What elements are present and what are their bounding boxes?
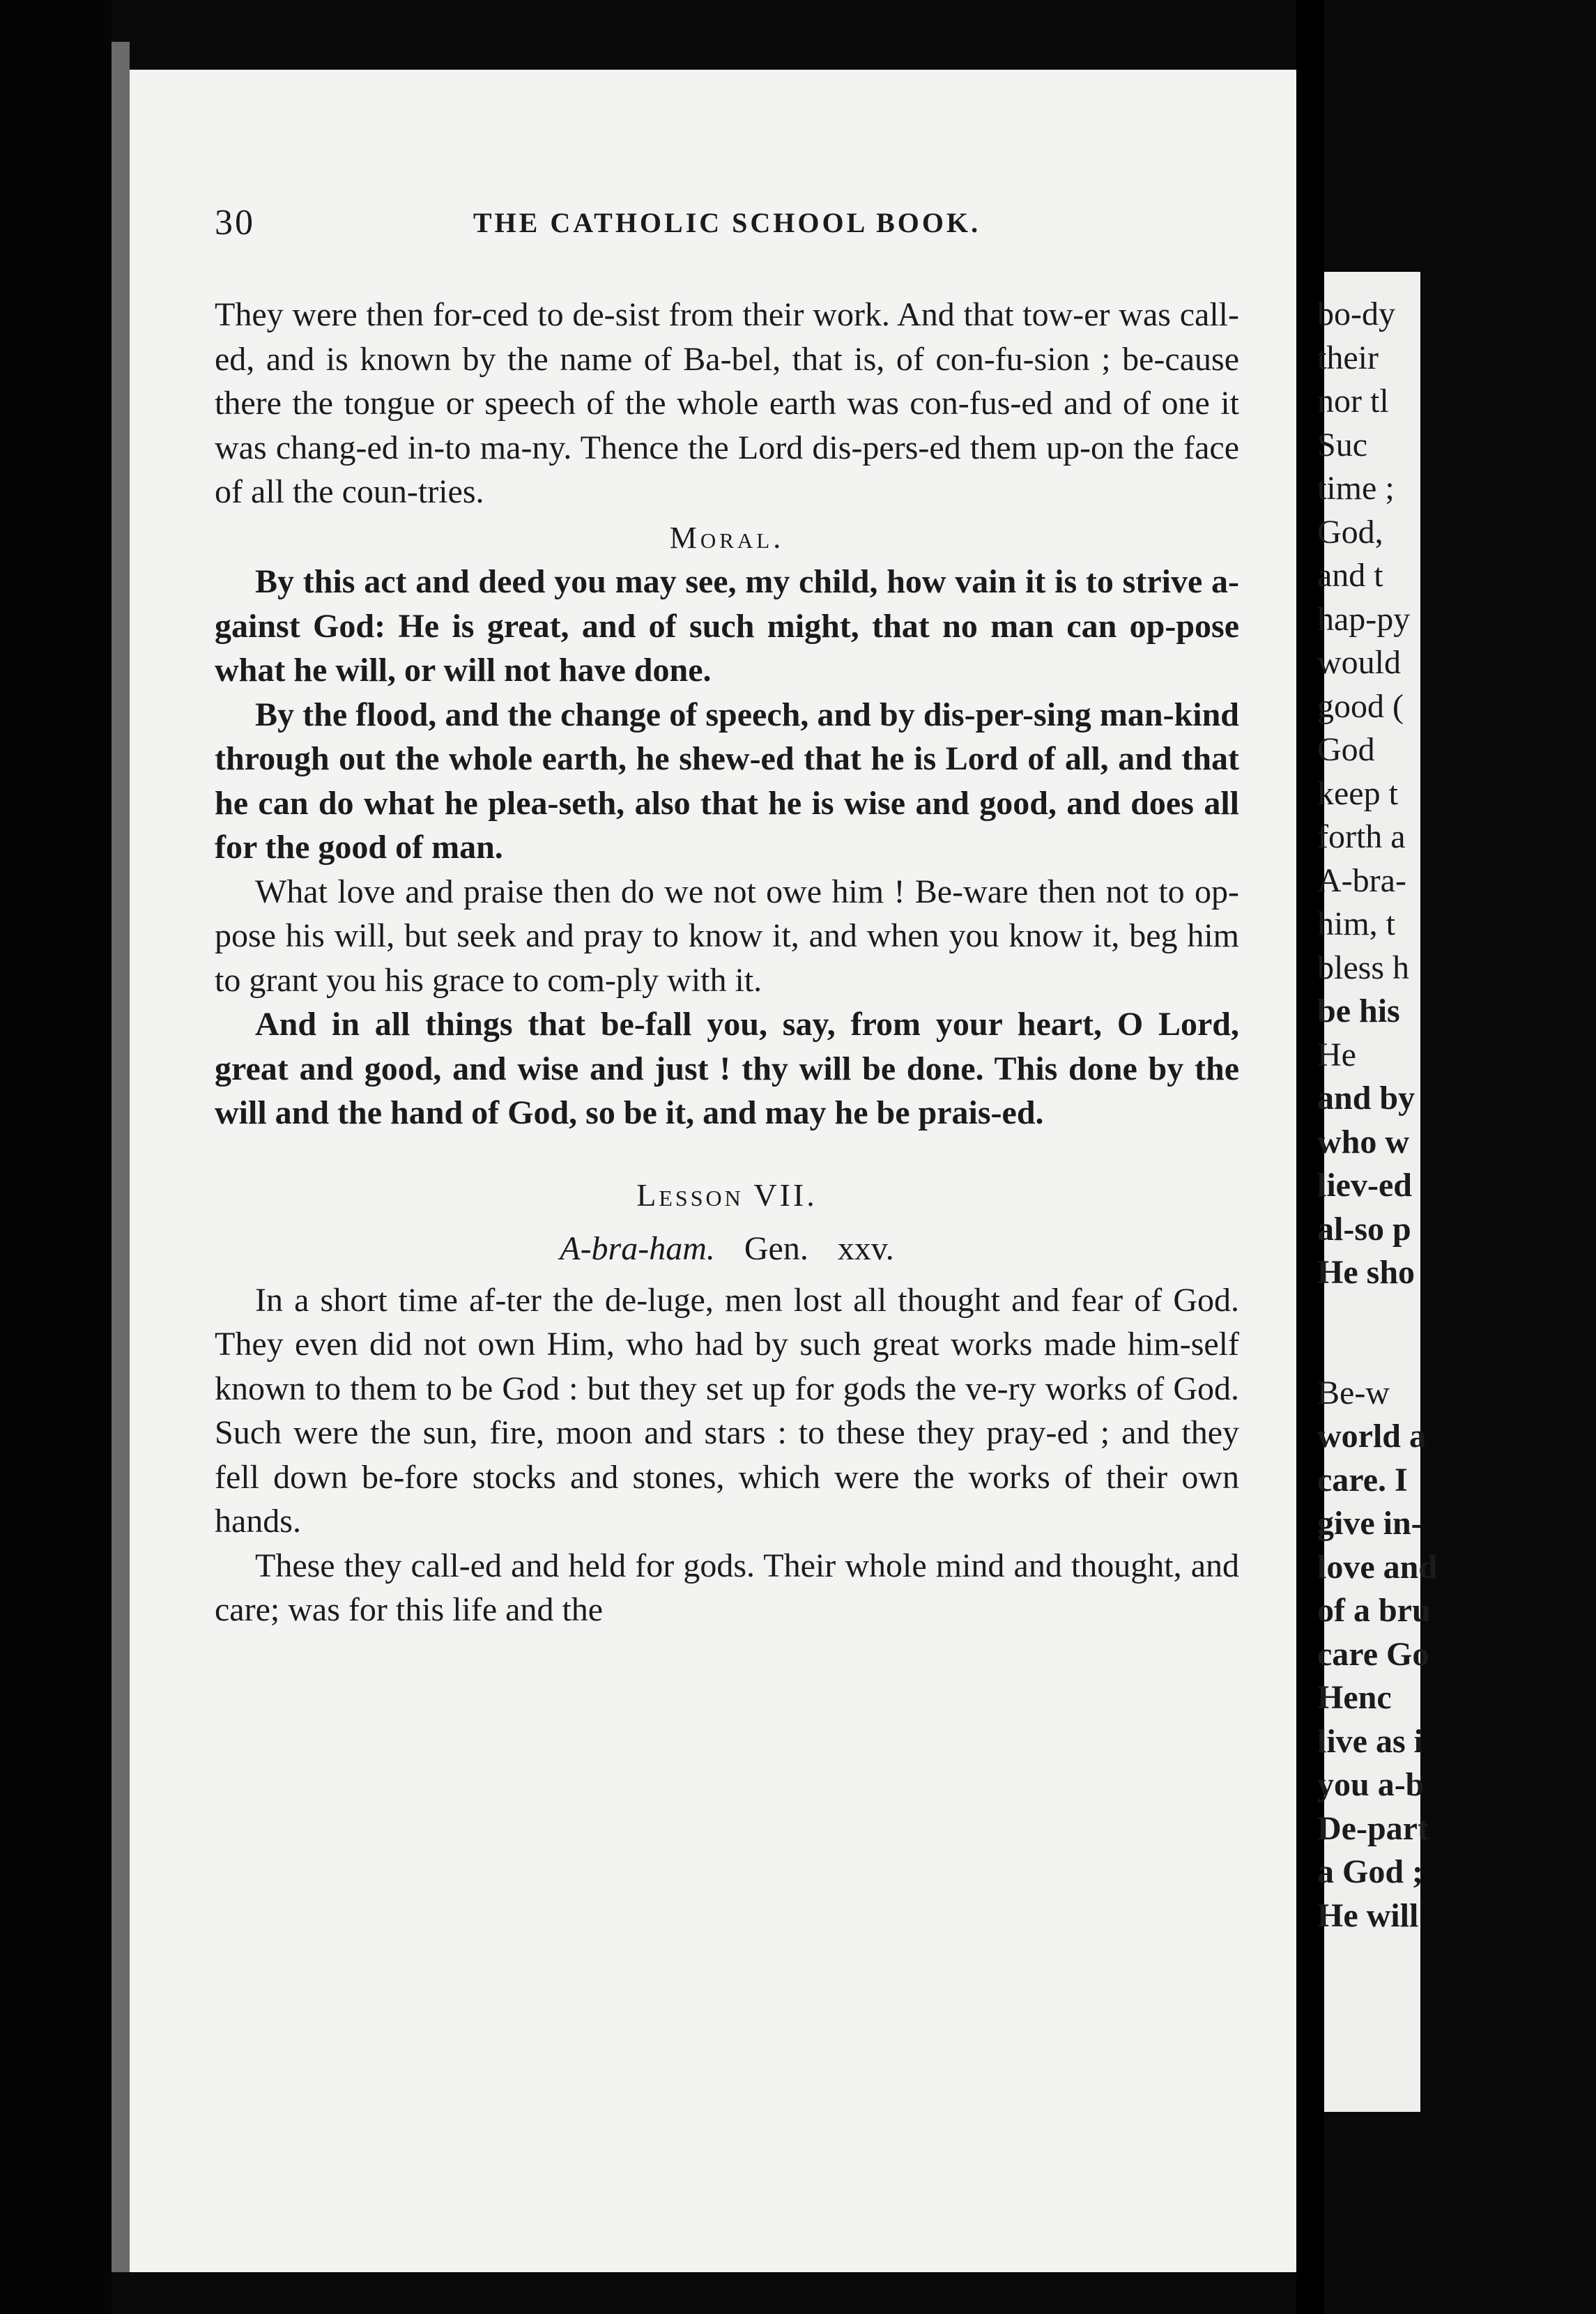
page-number: 30: [215, 203, 255, 243]
fragment-spacer: [1317, 1295, 1596, 1372]
fragment-line: bless h: [1317, 949, 1409, 986]
fragment-line: a God ;: [1317, 1853, 1424, 1890]
fragment-line: and t: [1317, 557, 1383, 594]
facing-page-fragment: [1317, 272, 1438, 2112]
paragraph-abraham-1: In a short time af-ter the de-luge, men lost all thought and fear of God. They even did not own Him, who had by such great works made him-self known to them to be God : but they set up for gods the ve-ry works of God. Such were the sun, fire, moon and stars : to these they pray-ed ; and they fell down be-fore stocks and stones, which were the works of their own hands.: [215, 1281, 1239, 1540]
fragment-line: De-part: [1317, 1809, 1429, 1847]
fragment-line: hap-py: [1317, 600, 1411, 638]
fragment-line: A-bra-: [1317, 861, 1406, 899]
fragment-line: of a bru: [1317, 1592, 1431, 1629]
fragment-line: him, t: [1317, 905, 1396, 942]
fragment-line: be his: [1317, 993, 1400, 1029]
main-page: [130, 70, 1296, 2272]
fragment-line: He will: [1317, 1897, 1419, 1934]
running-title: THE CATHOLIC SCHOOL BOOK.: [473, 207, 981, 238]
fragment-line: keep t: [1317, 774, 1398, 812]
fragment-line: He: [1317, 1036, 1356, 1073]
fragment-line: God: [1317, 731, 1375, 768]
fragment-line: care Go: [1317, 1635, 1429, 1673]
scripture-reference: Gen. xxv.: [744, 1230, 894, 1267]
paragraph-moral-4: And in all things that be-fall you, say, from your heart, O Lord, great and good, and wise and just ! thy will be done. This done by the will and the hand of God, so be it, and may he be prais-ed.: [215, 1006, 1239, 1131]
paragraph-moral-3: What love and praise then do we not owe him ! Be-ware then not to op-pose his will, but seek and pray to know it, and when you know it, beg him to grant you his grace to com-ply with it.: [215, 873, 1239, 999]
fragment-line: world a: [1317, 1418, 1426, 1455]
page-header: [215, 202, 1239, 251]
fragment-line: Henc: [1317, 1679, 1392, 1716]
fragment-line: liev-ed: [1317, 1167, 1412, 1204]
fragment-line: love and: [1317, 1548, 1438, 1586]
fragment-line: Suc: [1317, 426, 1367, 463]
fragment-line: bo-dy: [1317, 296, 1395, 332]
fragment-line: forth a: [1317, 818, 1406, 855]
fragment-line: would: [1317, 644, 1401, 681]
fragment-line: and by: [1317, 1080, 1415, 1117]
paragraph-moral-2: By the flood, and the change of speech, and by dis-per-sing man-kind through out the whole earth, he shew-ed that he is Lord of all, and that he can do what he plea-seth, also that he is wise and good, and does all for the good of man.: [215, 696, 1239, 866]
fragment-line: time ;: [1317, 470, 1395, 507]
fragment-line: good (: [1317, 687, 1404, 725]
fragment-line: live as i: [1317, 1722, 1423, 1760]
fragment-line: you a-b: [1317, 1766, 1425, 1803]
fragment-line: God,: [1317, 513, 1383, 551]
left-page-edge: [0, 0, 112, 2314]
paragraph-moral-1: By this act and deed you may see, my child, how vain it is to strive a-gainst God: He is great, and of such might, that no man can op-pose what he will, or will not have done.: [215, 563, 1239, 689]
facing-page-text: [1317, 293, 1596, 1938]
fragment-line: al-so p: [1317, 1210, 1411, 1248]
fragment-line: their: [1317, 339, 1379, 376]
binding-strip: [112, 42, 130, 2272]
fragment-line: Be-w: [1317, 1374, 1390, 1411]
lesson-heading: Lesson VII.: [636, 1177, 818, 1213]
fragment-line: give in-: [1317, 1505, 1422, 1542]
lesson-subheading: [215, 1227, 1239, 1271]
fragment-line: who w: [1317, 1123, 1410, 1160]
body-text: [215, 293, 1239, 1632]
fragment-line: care. I: [1317, 1461, 1408, 1499]
moral-heading: Moral.: [669, 520, 785, 555]
fragment-line: He sho: [1317, 1254, 1415, 1291]
fragment-line: nor tl: [1317, 383, 1389, 420]
paragraph-babel: They were then for-ced to de-sist from their work. And that tow-er was call-ed, and is known by the name of Ba-bel, that is, of con-fu-sion ; be-cause there the tongue or speech of the whole earth was con-fus-ed and of one it was chang-ed in-to ma-ny. Thence the Lord dis-pers-ed them up-on the face of all the coun-tries.: [215, 296, 1239, 510]
paragraph-abraham-2: These they call-ed and held for gods. Their whole mind and thought, and care; was for this life and the: [215, 1547, 1239, 1628]
lesson-subject: A-bra-ham.: [560, 1230, 715, 1267]
